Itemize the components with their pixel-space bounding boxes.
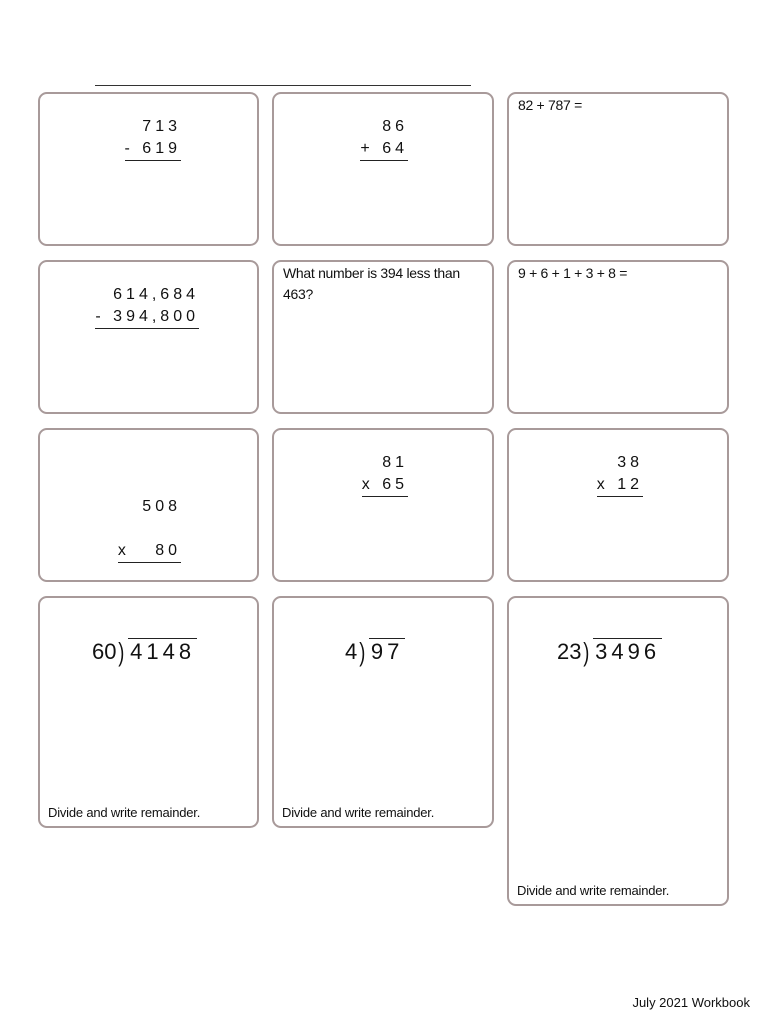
top-number: 614,684 [113, 286, 199, 303]
dividend: 97 [370, 639, 404, 664]
instruction-text: Divide and write remainder. [517, 883, 670, 898]
multiplication-problem [597, 452, 643, 497]
bottom-number: - 619 [125, 138, 181, 161]
instruction-text: Divide and write remainder. [48, 805, 201, 820]
top-number: 38 [617, 454, 643, 471]
divisor: 4 [345, 639, 358, 664]
divisor: 23 [557, 639, 582, 664]
long-division-problem [557, 638, 662, 665]
addition-problem [360, 116, 408, 161]
top-number: 81 [382, 454, 408, 471]
problem-card-9 [507, 428, 729, 582]
multiplication-problem [362, 452, 408, 497]
problem-card-12 [507, 596, 729, 906]
problem-prompt: 82 + 787 = [518, 97, 582, 113]
instruction-text: Divide and write remainder. [282, 805, 435, 820]
divisor: 60 [92, 639, 117, 664]
problem-prompt: What number is 394 less than 463? [283, 265, 460, 302]
subtraction-problem [125, 116, 181, 161]
long-division-problem [92, 638, 197, 665]
problem-card-7 [38, 428, 259, 582]
division-bracket: ) [359, 637, 366, 667]
long-division-problem [345, 638, 405, 665]
bottom-number: + 64 [360, 138, 408, 161]
division-bracket: ) [118, 637, 125, 667]
dividend: 3496 [595, 639, 661, 664]
bottom-number: x 80 [118, 540, 181, 563]
problem-card-5 [272, 260, 494, 414]
problem-card-2 [272, 92, 494, 246]
problem-prompt: 9 + 6 + 1 + 3 + 8 = [518, 265, 628, 281]
top-number: 713 [142, 118, 181, 135]
name-line [95, 85, 471, 86]
bottom-number: x 65 [362, 474, 408, 497]
bottom-number: - 394,800 [95, 306, 199, 329]
problem-card-11 [272, 596, 494, 828]
bottom-number: x 12 [597, 474, 643, 497]
problem-card-4 [38, 260, 259, 414]
dividend: 4148 [130, 639, 196, 664]
top-number: 508 [142, 498, 181, 515]
problem-card-1 [38, 92, 259, 246]
problem-card-6 [507, 260, 729, 414]
footer-label: July 2021 Workbook [632, 995, 750, 1010]
problem-card-10 [38, 596, 259, 828]
top-number: 86 [382, 118, 408, 135]
division-bracket: ) [583, 637, 590, 667]
problem-card-8 [272, 428, 494, 582]
multiplication-problem [84, 452, 181, 585]
subtraction-problem [95, 284, 199, 329]
problem-card-3 [507, 92, 729, 246]
